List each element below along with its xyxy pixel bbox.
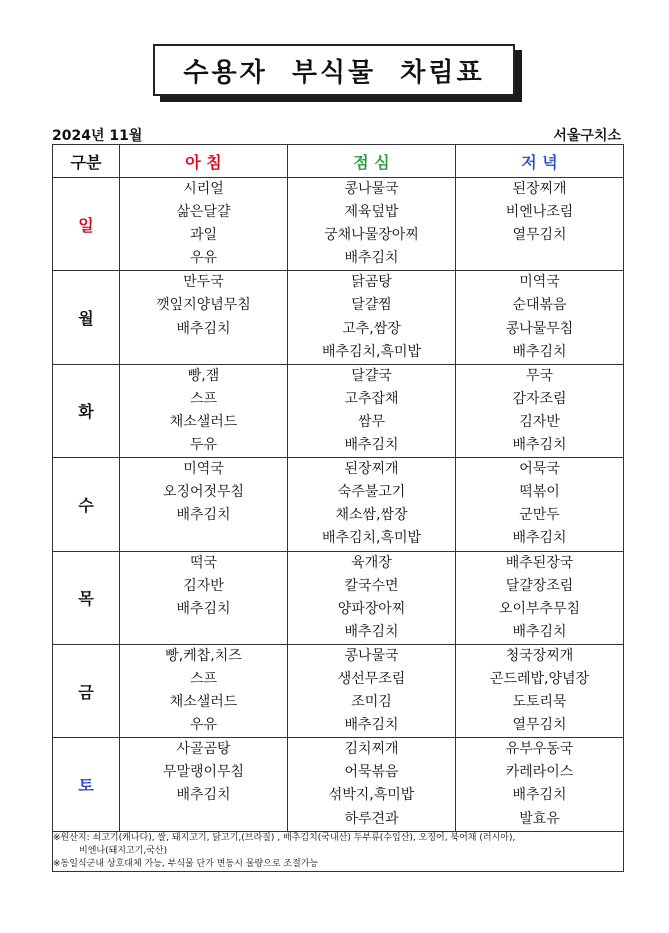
menu-item: 빵,잼	[187, 367, 220, 384]
day-row	[53, 644, 624, 737]
menu-item: 배추김치	[512, 530, 567, 547]
lunch-cell	[288, 738, 456, 831]
breakfast-cell	[120, 551, 288, 644]
menu-item: 된장찌개	[512, 181, 567, 197]
breakfast-cell	[120, 271, 288, 364]
lunch-cell	[288, 551, 456, 644]
menu-item: 제육덮밥	[344, 204, 399, 221]
day-label: 월	[53, 271, 120, 364]
menu-item: 삶은달걀	[176, 204, 231, 221]
header-lunch: 점 심	[288, 145, 456, 178]
menu-item: 곤드레밥,양념장	[489, 670, 590, 687]
menu-item: 된장찌개	[344, 461, 399, 478]
menu-item: 배추김치	[344, 623, 399, 640]
menu-item: 닭곰탕	[351, 274, 392, 291]
menu-item: 배추김치	[176, 787, 231, 804]
day-row	[53, 458, 624, 551]
dinner-cell	[456, 364, 624, 457]
menu-item: 깻잎지양념무침	[156, 297, 251, 314]
dinner-cell	[456, 551, 624, 644]
menu-item: 카레라이스	[505, 764, 574, 781]
menu-item: 김치찌개	[344, 741, 399, 758]
menu-item: 떡국	[189, 554, 218, 571]
lunch-cell	[288, 271, 456, 364]
menu-item: 떡볶이	[519, 484, 560, 501]
origin-note-continued: 비엔나(돼지고기,국산)	[79, 845, 168, 856]
menu-item: 생선무조림	[337, 670, 406, 687]
menu-item: 오이부추무침	[498, 600, 581, 617]
menu-item: 칼국수면	[344, 577, 399, 594]
menu-item: 비엔나조림	[505, 204, 574, 221]
menu-item: 배추김치,흑미밥	[321, 343, 422, 360]
substitution-note: ※동일식군내 상호대체 가능, 부식물 단가 변동시 물량으로 조절가능	[53, 858, 319, 869]
menu-body	[53, 178, 624, 832]
menu-item: 과일	[189, 227, 218, 244]
title-banner	[153, 44, 515, 96]
menu-item: 콩나물국	[344, 647, 399, 664]
menu-item: 열무김치	[512, 717, 567, 734]
menu-item: 무국	[525, 367, 554, 384]
menu-item: 달걀장조림	[505, 577, 574, 594]
menu-item: 스프	[189, 670, 218, 687]
menu-item: 배추김치	[512, 437, 567, 454]
menu-item: 미역국	[183, 461, 224, 478]
menu-item: 채소쌈,쌈장	[335, 507, 408, 524]
day-label: 목	[53, 551, 120, 644]
day-label: 화	[53, 364, 120, 457]
menu-item: 빵,케찹,치즈	[165, 647, 242, 664]
header-row	[53, 145, 624, 178]
day-label: 수	[53, 458, 120, 551]
menu-item: 양파장아찌	[337, 600, 406, 617]
menu-item: 숙주불고기	[337, 484, 406, 501]
breakfast-cell	[120, 644, 288, 737]
menu-item: 육개장	[351, 554, 392, 571]
day-label: 일	[53, 178, 120, 271]
menu-item: 하루견과	[344, 810, 399, 827]
menu-item: 두유	[189, 437, 218, 454]
menu-item: 배추김치	[344, 717, 399, 734]
menu-item: 배추김치	[512, 623, 567, 640]
menu-item: 배추된장국	[505, 554, 574, 571]
menu-item: 배추김치	[344, 437, 399, 454]
day-label: 토	[53, 738, 120, 831]
menu-item: 달걀국	[351, 367, 392, 384]
menu-item: 감자조림	[512, 390, 567, 407]
menu-item: 배추김치	[176, 320, 231, 337]
notes-cell	[53, 831, 624, 871]
menu-item: 콩나물무침	[505, 320, 574, 337]
menu-item: 달걀찜	[351, 297, 392, 314]
menu-item: 발효유	[519, 810, 560, 827]
menu-item: 채소샐러드	[169, 694, 238, 711]
menu-item: 섞박지,흑미밥	[328, 787, 415, 804]
menu-item: 우유	[189, 717, 218, 734]
menu-item: 고추,쌈장	[342, 320, 401, 337]
menu-item: 오징어젓무침	[162, 484, 245, 501]
menu-item: 궁채나물장아찌	[324, 227, 419, 244]
menu-item: 배추김치	[512, 787, 567, 804]
menu-item: 콩나물국	[344, 181, 399, 197]
breakfast-cell	[120, 738, 288, 831]
menu-item: 어묵국	[519, 461, 560, 478]
notes-row	[53, 831, 624, 871]
menu-item: 청국장찌개	[505, 647, 574, 664]
menu-item: 무말랭이무침	[162, 764, 245, 781]
dinner-cell	[456, 738, 624, 831]
menu-item: 어묵볶음	[344, 764, 399, 781]
day-row	[53, 738, 624, 831]
menu-item: 배추김치	[512, 343, 567, 360]
day-row	[53, 178, 624, 271]
menu-item: 배추김치	[344, 250, 399, 267]
menu-item: 군만두	[519, 507, 560, 524]
lunch-cell	[288, 644, 456, 737]
menu-item: 열무김치	[512, 227, 567, 244]
institution-label: 서울구치소	[553, 128, 621, 144]
dinner-cell	[456, 458, 624, 551]
header-dinner: 저 녁	[456, 145, 624, 178]
breakfast-cell	[120, 178, 288, 271]
menu-item: 사골곰탕	[176, 741, 231, 758]
menu-item: 만두국	[183, 274, 224, 291]
menu-item: 미역국	[519, 274, 560, 291]
menu-item: 도토리묵	[512, 694, 567, 711]
menu-item: 쌈무	[357, 413, 386, 430]
dinner-cell	[456, 271, 624, 364]
menu-item: 조미김	[351, 694, 392, 711]
day-row	[53, 271, 624, 364]
lunch-cell	[288, 458, 456, 551]
dinner-cell	[456, 644, 624, 737]
page-title: 수용자 부식물 차림표	[183, 57, 485, 88]
menu-item: 배추김치,흑미밥	[321, 530, 422, 547]
menu-item: 배추김치	[176, 507, 231, 524]
breakfast-cell	[120, 364, 288, 457]
lunch-cell	[288, 178, 456, 271]
menu-table	[52, 144, 624, 872]
menu-item: 시리얼	[183, 181, 224, 197]
menu-item: 유부우동국	[505, 741, 574, 758]
day-label: 금	[53, 644, 120, 737]
origin-note: ※원산지: 쇠고기(캐나다), 쌀, 돼지고기, 닭고기,(브라질) , 배추김치(국내산) 두부류(수입산), 오징어, 북어채 (러시아),	[53, 832, 516, 843]
menu-item: 순대볶음	[512, 297, 567, 314]
header-day: 구분	[53, 145, 120, 178]
dinner-cell	[456, 178, 624, 271]
menu-item: 김자반	[183, 577, 224, 594]
period-label: 2024년 11월	[52, 128, 143, 144]
menu-item: 스프	[189, 390, 218, 407]
day-row	[53, 551, 624, 644]
header-breakfast: 아 침	[120, 145, 288, 178]
lunch-cell	[288, 364, 456, 457]
menu-item: 김자반	[519, 413, 560, 430]
menu-item: 배추김치	[176, 600, 231, 617]
day-row	[53, 364, 624, 457]
menu-item: 우유	[189, 250, 218, 267]
breakfast-cell	[120, 458, 288, 551]
menu-item: 채소샐러드	[169, 413, 238, 430]
menu-item: 고추잡채	[344, 390, 399, 407]
